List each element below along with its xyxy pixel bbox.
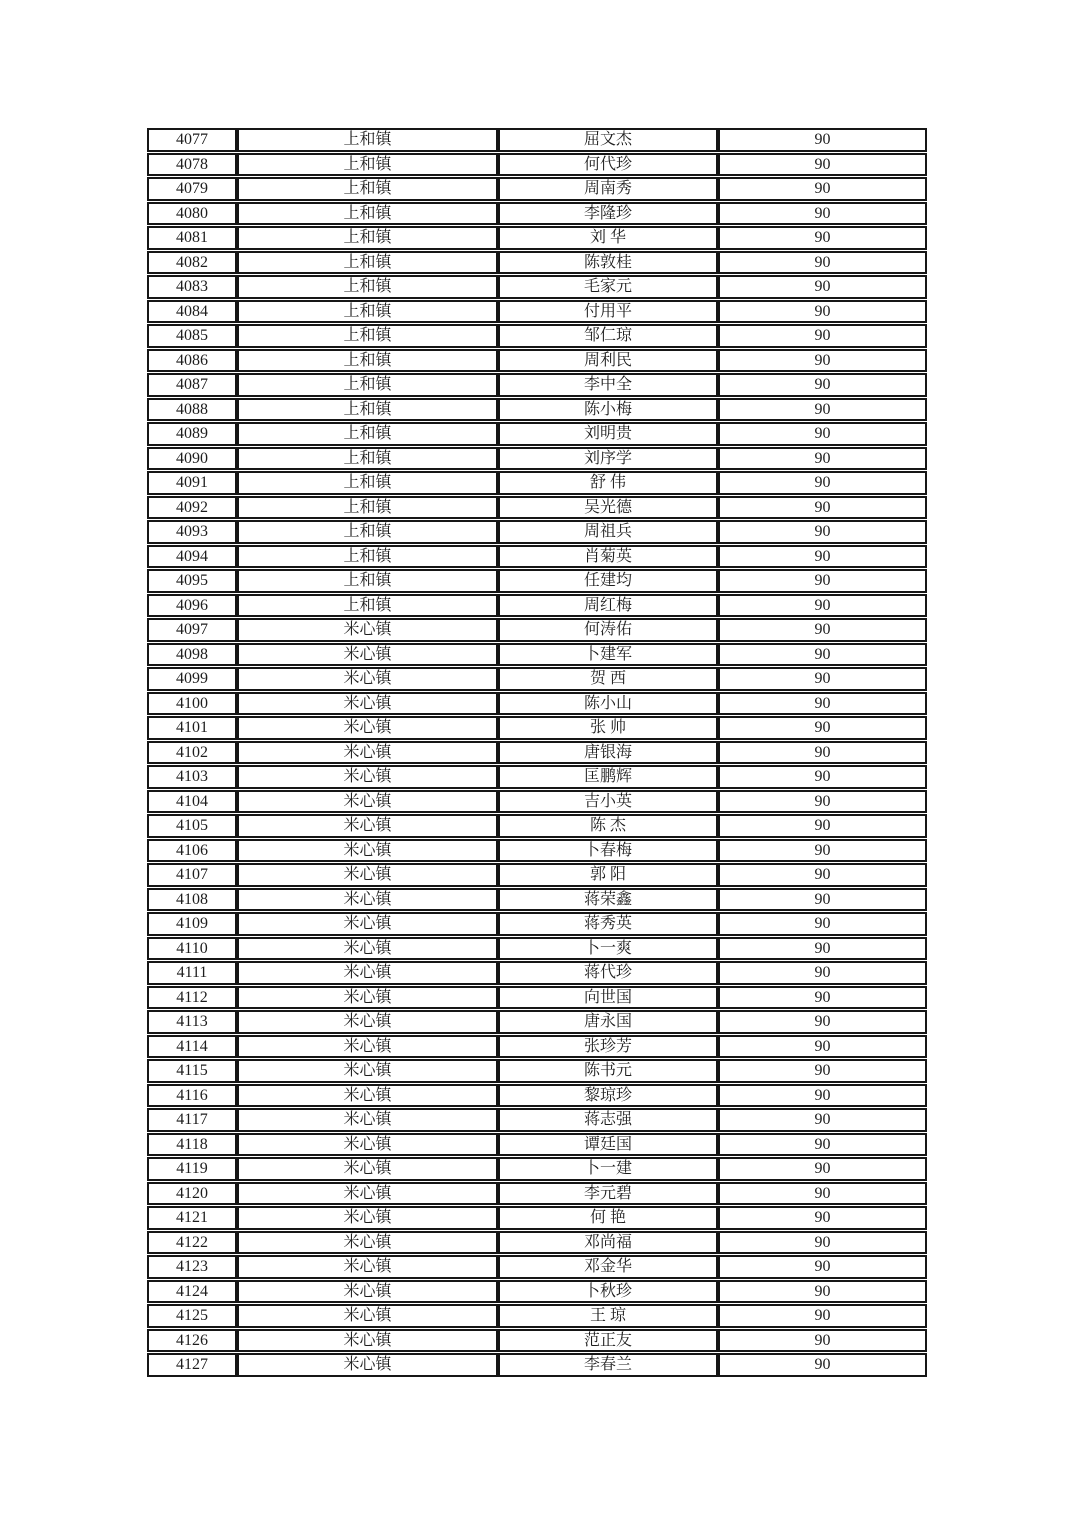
score-cell: 90 (718, 177, 927, 201)
serial-cell: 4079 (147, 177, 237, 201)
score-cell: 90 (718, 643, 927, 667)
name-cell: 周祖兵 (498, 520, 718, 544)
results-table-body (147, 128, 927, 1377)
serial-cell: 4101 (147, 716, 237, 740)
name-cell: 付用平 (498, 300, 718, 324)
serial-cell: 4092 (147, 496, 237, 520)
serial-cell: 4107 (147, 863, 237, 887)
town-cell: 米心镇 (237, 1084, 498, 1108)
serial-cell: 4099 (147, 667, 237, 691)
name-cell: 邹仁琼 (498, 324, 718, 348)
name-cell: 邓金华 (498, 1255, 718, 1279)
table-row (147, 1206, 927, 1230)
serial-cell: 4084 (147, 300, 237, 324)
serial-cell: 4091 (147, 471, 237, 495)
name-cell: 蒋志强 (498, 1108, 718, 1132)
town-cell: 米心镇 (237, 961, 498, 985)
town-cell: 米心镇 (237, 1231, 498, 1255)
name-cell: 周红梅 (498, 594, 718, 618)
town-cell: 米心镇 (237, 692, 498, 716)
score-cell: 90 (718, 1084, 927, 1108)
town-cell: 米心镇 (237, 1010, 498, 1034)
town-cell: 上和镇 (237, 226, 498, 250)
serial-cell: 4097 (147, 618, 237, 642)
town-cell: 上和镇 (237, 373, 498, 397)
town-cell: 米心镇 (237, 986, 498, 1010)
town-cell: 上和镇 (237, 471, 498, 495)
serial-cell: 4077 (147, 128, 237, 152)
table-row (147, 1133, 927, 1157)
score-cell: 90 (718, 275, 927, 299)
table-row (147, 1231, 927, 1255)
name-cell: 范正友 (498, 1329, 718, 1353)
name-cell: 张 帅 (498, 716, 718, 740)
serial-cell: 4093 (147, 520, 237, 544)
serial-cell: 4100 (147, 692, 237, 716)
town-cell: 上和镇 (237, 300, 498, 324)
town-cell: 上和镇 (237, 447, 498, 471)
score-cell: 90 (718, 1035, 927, 1059)
table-row (147, 202, 927, 226)
name-cell: 卜一建 (498, 1157, 718, 1181)
name-cell: 卜秋珍 (498, 1280, 718, 1304)
name-cell: 陈书元 (498, 1059, 718, 1083)
table-row (147, 447, 927, 471)
serial-cell: 4096 (147, 594, 237, 618)
score-cell: 90 (718, 839, 927, 863)
town-cell: 米心镇 (237, 863, 498, 887)
name-cell: 卜建军 (498, 643, 718, 667)
table-row (147, 1035, 927, 1059)
table-row (147, 716, 927, 740)
name-cell: 李中全 (498, 373, 718, 397)
score-cell: 90 (718, 422, 927, 446)
table-row (147, 275, 927, 299)
name-cell: 黎琼珍 (498, 1084, 718, 1108)
serial-cell: 4125 (147, 1304, 237, 1328)
score-cell: 90 (718, 1255, 927, 1279)
name-cell: 刘 华 (498, 226, 718, 250)
table-row (147, 863, 927, 887)
town-cell: 上和镇 (237, 594, 498, 618)
serial-cell: 4103 (147, 765, 237, 789)
score-cell: 90 (718, 251, 927, 275)
serial-cell: 4108 (147, 888, 237, 912)
name-cell: 谭廷国 (498, 1133, 718, 1157)
score-cell: 90 (718, 1010, 927, 1034)
town-cell: 米心镇 (237, 790, 498, 814)
serial-cell: 4119 (147, 1157, 237, 1181)
table-row (147, 398, 927, 422)
score-cell: 90 (718, 1304, 927, 1328)
town-cell: 米心镇 (237, 1059, 498, 1083)
score-cell: 90 (718, 545, 927, 569)
town-cell: 上和镇 (237, 202, 498, 226)
results-table (147, 127, 927, 1378)
serial-cell: 4081 (147, 226, 237, 250)
score-cell: 90 (718, 863, 927, 887)
score-cell: 90 (718, 1329, 927, 1353)
serial-cell: 4117 (147, 1108, 237, 1132)
serial-cell: 4115 (147, 1059, 237, 1083)
serial-cell: 4082 (147, 251, 237, 275)
town-cell: 米心镇 (237, 1280, 498, 1304)
table-row (147, 765, 927, 789)
table-row (147, 1353, 927, 1377)
table-row (147, 937, 927, 961)
score-cell: 90 (718, 398, 927, 422)
table-row (147, 324, 927, 348)
name-cell: 肖菊英 (498, 545, 718, 569)
table-row (147, 1084, 927, 1108)
town-cell: 米心镇 (237, 814, 498, 838)
table-row (147, 226, 927, 250)
town-cell: 上和镇 (237, 545, 498, 569)
town-cell: 上和镇 (237, 128, 498, 152)
table-row (147, 1108, 927, 1132)
serial-cell: 4126 (147, 1329, 237, 1353)
serial-cell: 4124 (147, 1280, 237, 1304)
town-cell: 上和镇 (237, 349, 498, 373)
serial-cell: 4098 (147, 643, 237, 667)
serial-cell: 4090 (147, 447, 237, 471)
name-cell: 吴光德 (498, 496, 718, 520)
score-cell: 90 (718, 1108, 927, 1132)
table-row (147, 1304, 927, 1328)
name-cell: 匡鹏辉 (498, 765, 718, 789)
score-cell: 90 (718, 814, 927, 838)
name-cell: 郭 阳 (498, 863, 718, 887)
name-cell: 向世国 (498, 986, 718, 1010)
name-cell: 刘明贵 (498, 422, 718, 446)
table-row (147, 594, 927, 618)
name-cell: 陈小山 (498, 692, 718, 716)
town-cell: 米心镇 (237, 741, 498, 765)
score-cell: 90 (718, 937, 927, 961)
score-cell: 90 (718, 349, 927, 373)
table-row (147, 912, 927, 936)
table-row (147, 1329, 927, 1353)
town-cell: 米心镇 (237, 765, 498, 789)
town-cell: 上和镇 (237, 251, 498, 275)
table-row (147, 814, 927, 838)
town-cell: 米心镇 (237, 667, 498, 691)
serial-cell: 4095 (147, 569, 237, 593)
town-cell: 米心镇 (237, 643, 498, 667)
name-cell: 李春兰 (498, 1353, 718, 1377)
town-cell: 米心镇 (237, 1133, 498, 1157)
town-cell: 米心镇 (237, 1157, 498, 1181)
name-cell: 任建均 (498, 569, 718, 593)
serial-cell: 4127 (147, 1353, 237, 1377)
score-cell: 90 (718, 373, 927, 397)
town-cell: 米心镇 (237, 1353, 498, 1377)
score-cell: 90 (718, 226, 927, 250)
table-row (147, 349, 927, 373)
serial-cell: 4080 (147, 202, 237, 226)
serial-cell: 4085 (147, 324, 237, 348)
score-cell: 90 (718, 1182, 927, 1206)
name-cell: 陈小梅 (498, 398, 718, 422)
score-cell: 90 (718, 716, 927, 740)
name-cell: 王 琼 (498, 1304, 718, 1328)
town-cell: 米心镇 (237, 912, 498, 936)
table-row (147, 1010, 927, 1034)
table-row (147, 300, 927, 324)
town-cell: 上和镇 (237, 153, 498, 177)
serial-cell: 4110 (147, 937, 237, 961)
score-cell: 90 (718, 692, 927, 716)
town-cell: 米心镇 (237, 937, 498, 961)
town-cell: 米心镇 (237, 1035, 498, 1059)
table-row (147, 839, 927, 863)
serial-cell: 4104 (147, 790, 237, 814)
table-row (147, 1182, 927, 1206)
table-row (147, 153, 927, 177)
score-cell: 90 (718, 1133, 927, 1157)
serial-cell: 4118 (147, 1133, 237, 1157)
town-cell: 米心镇 (237, 1206, 498, 1230)
serial-cell: 4078 (147, 153, 237, 177)
serial-cell: 4111 (147, 961, 237, 985)
score-cell: 90 (718, 496, 927, 520)
score-cell: 90 (718, 202, 927, 226)
name-cell: 李隆珍 (498, 202, 718, 226)
score-cell: 90 (718, 569, 927, 593)
serial-cell: 4121 (147, 1206, 237, 1230)
name-cell: 何 艳 (498, 1206, 718, 1230)
table-row (147, 496, 927, 520)
name-cell: 贺 西 (498, 667, 718, 691)
serial-cell: 4114 (147, 1035, 237, 1059)
name-cell: 李元碧 (498, 1182, 718, 1206)
town-cell: 米心镇 (237, 888, 498, 912)
table-row (147, 986, 927, 1010)
town-cell: 米心镇 (237, 839, 498, 863)
serial-cell: 4105 (147, 814, 237, 838)
name-cell: 陈敦桂 (498, 251, 718, 275)
serial-cell: 4089 (147, 422, 237, 446)
table-row (147, 618, 927, 642)
score-cell: 90 (718, 128, 927, 152)
table-row (147, 1059, 927, 1083)
score-cell: 90 (718, 790, 927, 814)
serial-cell: 4116 (147, 1084, 237, 1108)
serial-cell: 4123 (147, 1255, 237, 1279)
score-cell: 90 (718, 667, 927, 691)
name-cell: 邓尚福 (498, 1231, 718, 1255)
table-row (147, 422, 927, 446)
table-row (147, 177, 927, 201)
serial-cell: 4087 (147, 373, 237, 397)
score-cell: 90 (718, 618, 927, 642)
name-cell: 周利民 (498, 349, 718, 373)
table-row (147, 545, 927, 569)
table-row (147, 520, 927, 544)
score-cell: 90 (718, 324, 927, 348)
name-cell: 唐银海 (498, 741, 718, 765)
serial-cell: 4112 (147, 986, 237, 1010)
score-cell: 90 (718, 1231, 927, 1255)
town-cell: 上和镇 (237, 177, 498, 201)
score-cell: 90 (718, 447, 927, 471)
serial-cell: 4088 (147, 398, 237, 422)
score-cell: 90 (718, 986, 927, 1010)
town-cell: 米心镇 (237, 1182, 498, 1206)
score-cell: 90 (718, 1059, 927, 1083)
score-cell: 90 (718, 153, 927, 177)
table-row (147, 373, 927, 397)
score-cell: 90 (718, 961, 927, 985)
town-cell: 米心镇 (237, 1304, 498, 1328)
score-cell: 90 (718, 520, 927, 544)
table-row (147, 1157, 927, 1181)
table-row (147, 888, 927, 912)
score-cell: 90 (718, 1353, 927, 1377)
name-cell: 蒋荣鑫 (498, 888, 718, 912)
name-cell: 蒋秀英 (498, 912, 718, 936)
score-cell: 90 (718, 300, 927, 324)
serial-cell: 4120 (147, 1182, 237, 1206)
serial-cell: 4102 (147, 741, 237, 765)
table-row (147, 741, 927, 765)
name-cell: 何涛佑 (498, 618, 718, 642)
table-row (147, 961, 927, 985)
name-cell: 卜春梅 (498, 839, 718, 863)
town-cell: 上和镇 (237, 324, 498, 348)
serial-cell: 4083 (147, 275, 237, 299)
serial-cell: 4113 (147, 1010, 237, 1034)
town-cell: 上和镇 (237, 496, 498, 520)
score-cell: 90 (718, 765, 927, 789)
score-cell: 90 (718, 1280, 927, 1304)
name-cell: 蒋代珍 (498, 961, 718, 985)
table-row (147, 790, 927, 814)
score-cell: 90 (718, 888, 927, 912)
name-cell: 陈 杰 (498, 814, 718, 838)
town-cell: 上和镇 (237, 398, 498, 422)
table-row (147, 667, 927, 691)
serial-cell: 4106 (147, 839, 237, 863)
table-row (147, 128, 927, 152)
score-cell: 90 (718, 912, 927, 936)
table-row (147, 1280, 927, 1304)
name-cell: 屈文杰 (498, 128, 718, 152)
table-row (147, 692, 927, 716)
name-cell: 何代珍 (498, 153, 718, 177)
name-cell: 毛家元 (498, 275, 718, 299)
table-row (147, 251, 927, 275)
name-cell: 刘序学 (498, 447, 718, 471)
table-row (147, 643, 927, 667)
name-cell: 周南秀 (498, 177, 718, 201)
town-cell: 上和镇 (237, 275, 498, 299)
name-cell: 舒 伟 (498, 471, 718, 495)
serial-cell: 4122 (147, 1231, 237, 1255)
name-cell: 唐永国 (498, 1010, 718, 1034)
table-row (147, 471, 927, 495)
town-cell: 米心镇 (237, 1329, 498, 1353)
score-cell: 90 (718, 1206, 927, 1230)
serial-cell: 4086 (147, 349, 237, 373)
town-cell: 米心镇 (237, 716, 498, 740)
town-cell: 上和镇 (237, 569, 498, 593)
name-cell: 张珍芳 (498, 1035, 718, 1059)
town-cell: 米心镇 (237, 618, 498, 642)
score-cell: 90 (718, 594, 927, 618)
name-cell: 卜一爽 (498, 937, 718, 961)
serial-cell: 4094 (147, 545, 237, 569)
table-row (147, 569, 927, 593)
score-cell: 90 (718, 741, 927, 765)
town-cell: 米心镇 (237, 1108, 498, 1132)
town-cell: 上和镇 (237, 520, 498, 544)
score-cell: 90 (718, 1157, 927, 1181)
score-cell: 90 (718, 471, 927, 495)
serial-cell: 4109 (147, 912, 237, 936)
name-cell: 吉小英 (498, 790, 718, 814)
town-cell: 米心镇 (237, 1255, 498, 1279)
town-cell: 上和镇 (237, 422, 498, 446)
table-row (147, 1255, 927, 1279)
